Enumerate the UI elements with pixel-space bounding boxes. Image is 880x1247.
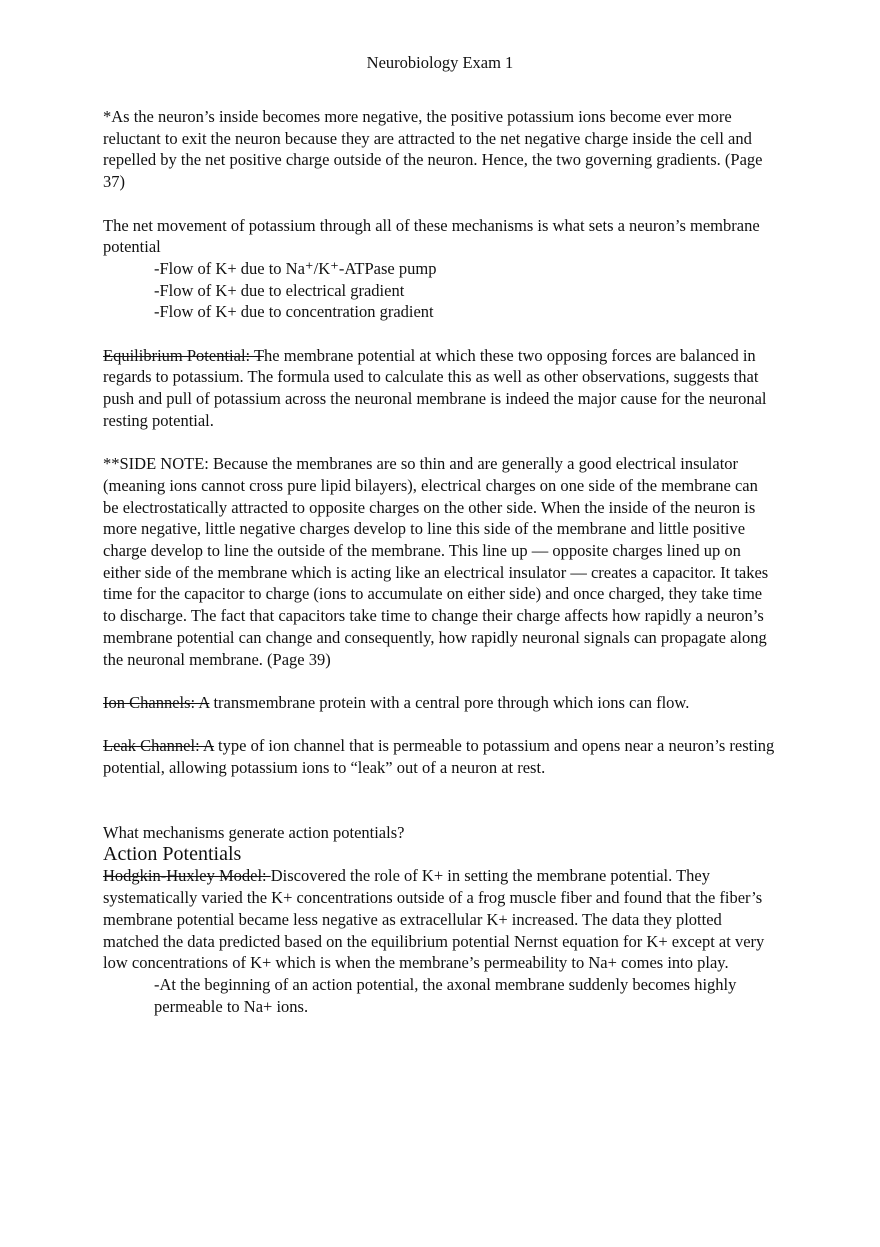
paragraph-hodgkin-huxley bbox=[103, 865, 775, 974]
term-hodgkin-huxley: Hodgkin-Huxley Model: bbox=[103, 866, 271, 886]
paragraph-net-movement: The net movement of potassium through all of these mechanisms is what sets a neuron’s membrane potential bbox=[103, 215, 760, 257]
page-header: Neurobiology Exam 1 bbox=[366, 53, 514, 72]
definition-ion-channels: transmembrane protein with a central pore through which ions can flow. bbox=[209, 692, 690, 712]
list-item: -Flow of K+ due to Na⁺/K⁺-ATPase pump bbox=[154, 258, 437, 278]
question-line: What mechanisms generate action potentials? bbox=[103, 822, 405, 842]
term-leak-channel: Leak Channel: A bbox=[103, 736, 214, 756]
paragraph-leak-channel bbox=[103, 735, 775, 778]
term-equilibrium-potential: Equilibrium Potential: T bbox=[103, 345, 265, 365]
list-item: -At the beginning of an action potential, the axonal membrane suddenly becomes highly permeable to Na+ ions. bbox=[154, 974, 737, 1016]
list-item: -Flow of K+ due to electrical gradient bbox=[154, 280, 405, 300]
paragraph-equilibrium-potential bbox=[103, 345, 775, 432]
definition-hodgkin-huxley: Discovered the role of K+ in setting the membrane potential. They systematically varied the K+ concentrations outside of a frog muscle fiber and found that the fiber’s membrane potential became less negative as extracellular K+ increased. The data they plotted matched the data predicted based on the equilibrium potential Nernst equation for K+ except at very low concentrations of K+ which is when the membrane’s permeability to Na+ comes into play. bbox=[103, 866, 765, 973]
definition-equilibrium-potential: he membrane potential at which these two opposing forces are balanced in regards to potassium. The formula used to calculate this as well as other observations, suggests that push and pull of potassium across the neuronal membrane is indeed the major cause for the neuronal resting potential. bbox=[103, 345, 767, 430]
term-ion-channels: Ion Channels: A bbox=[103, 692, 210, 712]
paragraph-ion-channels bbox=[103, 692, 775, 714]
paragraph-potassium-gradients: *As the neuron’s inside becomes more negative, the positive potassium ions become ever more reluctant to exit the neuron because they are attracted to the net negative charge inside the cell and repelled by the net positive charge outside of the neuron. Hence, the two governing gradients. (Page 37) bbox=[103, 107, 763, 192]
list-item: -Flow of K+ due to concentration gradient bbox=[154, 302, 434, 322]
paragraph-side-note: **SIDE NOTE: Because the membranes are so thin and are generally a good electrical insulator (meaning ions cannot cross pure lipid bilayers), electrical charges on one side of the membrane can be electrostatically attracted to opposite charges on the other side. When the inside of the neuron is more negative, little negative charges develop to line this side of the membrane and little positive charge develop to line the outside of the membrane. This line up — opposite charges lined up on either side of the membrane which is acting like an electrical insulator — creates a capacitor. It takes time for the capacitor to charge (ions to accumulate on either side) and once charged, they take time to discharge. The fact that capacitors take time to change their charge affects how rapidly a neuron’s membrane potential can change and consequently, how rapidly neuronal signals can propagate along the neuronal membrane. (Page 39) bbox=[103, 454, 769, 669]
document-body bbox=[103, 106, 775, 1017]
definition-leak-channel: type of ion channel that is permeable to potassium and opens near a neuron’s resting potential, allowing potassium ions to “leak” out of a neuron at rest. bbox=[103, 736, 775, 778]
section-heading: Action Potentials bbox=[103, 843, 242, 866]
